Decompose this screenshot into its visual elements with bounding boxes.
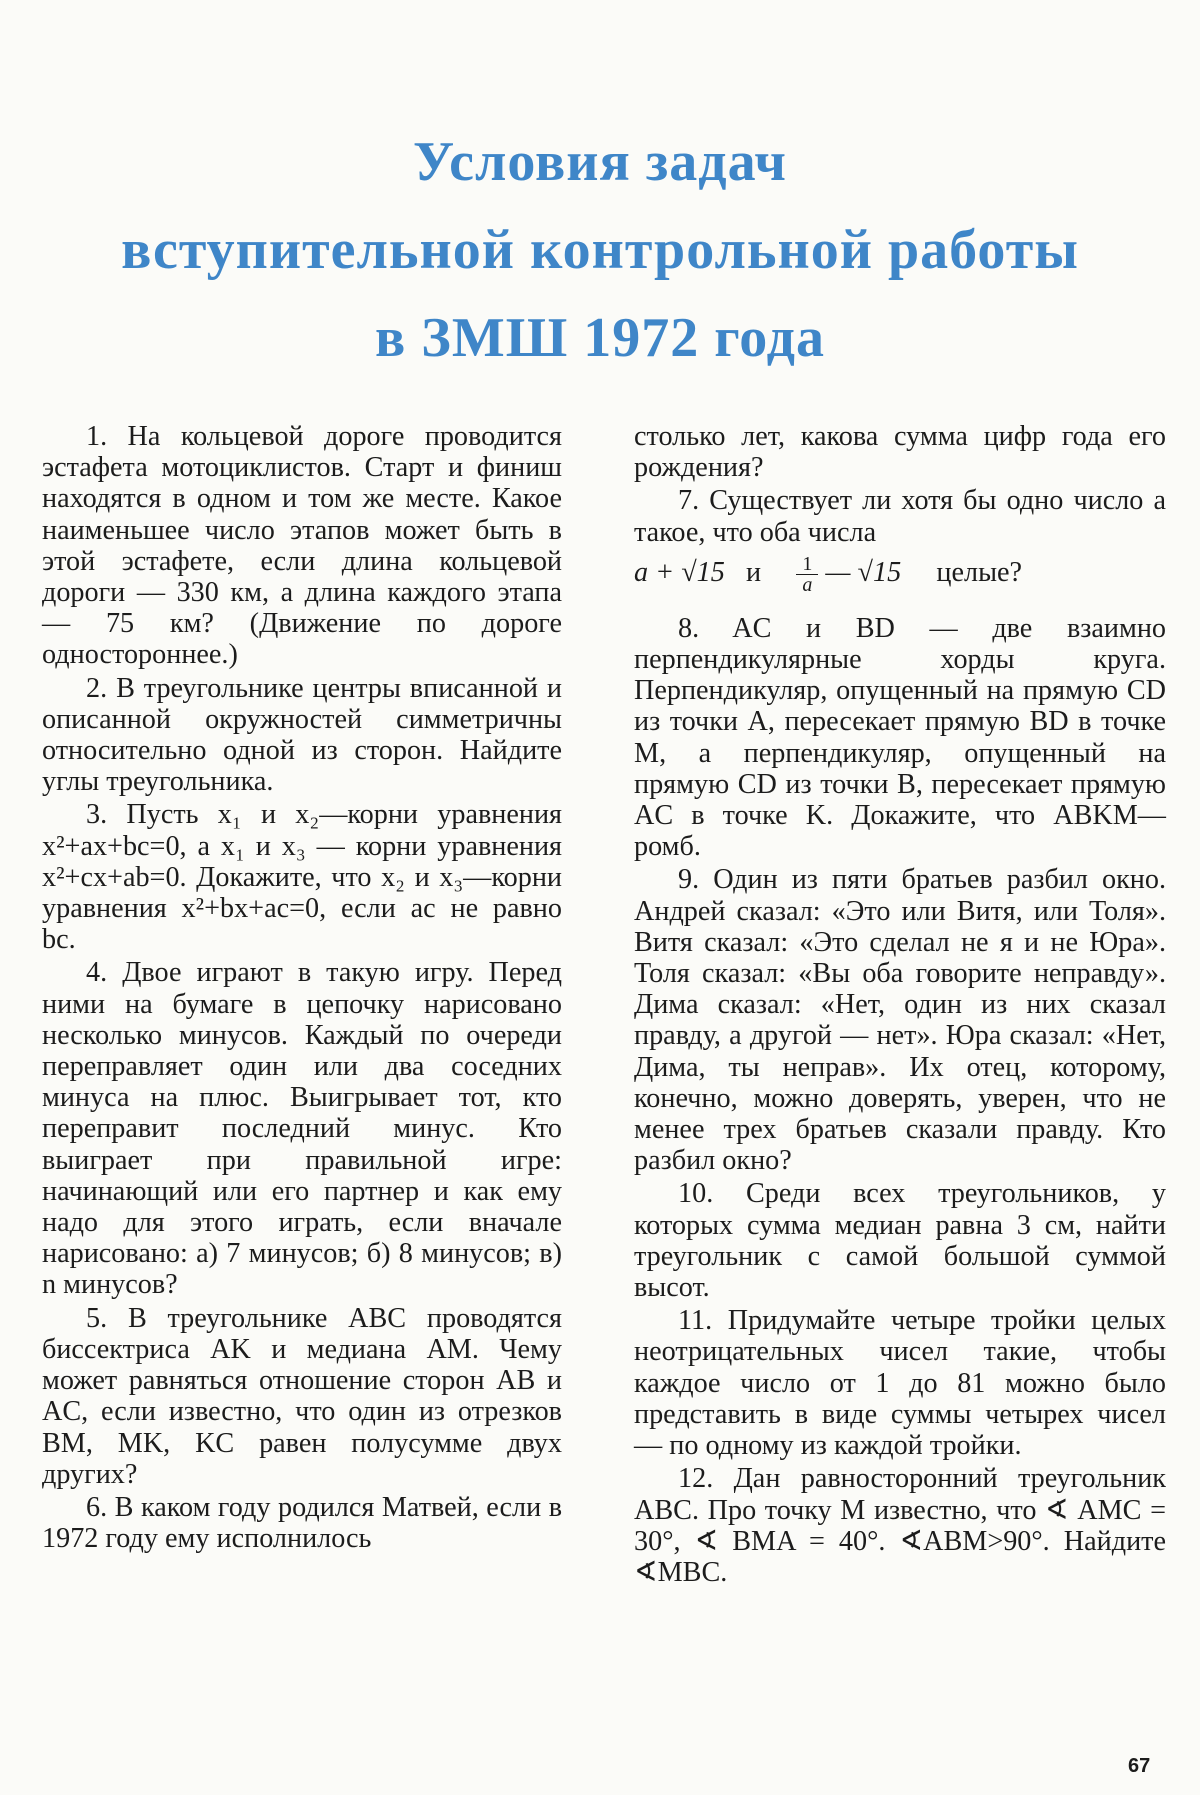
problem-text: Придумайте четыре тройки целых неотрицательных чисел такие, чтобы каждое число от 1 до 81 можно было представить в виде суммы четырех чисел — по одному из каждой тройки.	[634, 1305, 1167, 1462]
title-line-2: вступительной контрольной работы	[121, 219, 1079, 281]
problem-number: 5.	[86, 1302, 108, 1334]
fraction-one-over-a	[796, 554, 818, 595]
formula-minus-sqrt15: — √15	[825, 556, 902, 588]
problem-5	[42, 1303, 562, 1490]
page-number: 67	[1128, 1755, 1151, 1777]
problem-text: В треугольнике центры вписанной и описанной окружностей симметричны относительно одной из сторон. Найдите углы треугольника.	[42, 672, 562, 798]
problem-text: Один из пяти братьев разбил окно. Андрей сказал: «Это или Витя, или Толя». Витя сказал: «Это сделал не я и не Юра». Толя сказал: «Вы оба говорите неправду». Дима сказал: «Нет, один из них сказал правду, а другой — нет». Юра сказал: «Нет, Дима, ты неправ». Их отец, которому, конечно, можно доверять, уверен, что не менее трех братьев сказали правду. Кто разбил окно?	[634, 864, 1167, 1177]
problem-8	[634, 613, 1166, 863]
problem-4	[42, 957, 562, 1300]
problem-number: 3.	[86, 799, 108, 831]
problem-number: 2.	[86, 672, 108, 704]
problem-number: 8.	[678, 612, 700, 644]
problem-number: 9.	[678, 864, 700, 896]
problem-3	[42, 799, 562, 955]
problem-10	[634, 1178, 1166, 1303]
problem-text: Двое играют в такую игру. Перед ними на бумаге в цепочку нарисовано несколько минусов. Каждый по очереди переправляет один или два соседних минуса на плюс. Выигрывает тот, кто переправит последний минус. Кто выиграет при правильной игре: начинающий или его партнер и как ему надо для этого играть, если вначале нарисовано: а) 7 минусов; б) 8 минусов; в) n минусов?	[42, 957, 563, 1301]
problem-number: 6.	[86, 1491, 108, 1523]
problem-12	[634, 1463, 1166, 1588]
problem-text: На кольцевой дороге проводится эстафета мотоциклистов. Старт и финиш находятся в одном и том же месте. Какое наименьшее число этапов может быть в этой эстафете, если длина кольцевой дороги — 330 км, а длина каждого этапа — 75 км? (Движение по дороге одностороннее.)	[42, 421, 562, 671]
problem-number: 7.	[678, 485, 700, 517]
problem-11	[634, 1305, 1166, 1461]
problem-6	[42, 1492, 562, 1554]
formula-tail: целые?	[936, 556, 1023, 588]
fraction-denominator: a	[802, 573, 813, 596]
formula-a-plus-sqrt15: a + √15	[634, 556, 725, 588]
problem-number: 12.	[678, 1463, 714, 1495]
page-title	[0, 118, 1200, 382]
problem-7-formula	[634, 554, 1166, 595]
right-column	[634, 421, 1166, 1590]
problem-text: AC и BD — две взаимно перпендикулярные хорды круга. Перпендикуляр, опущенный на прямую CD из точки A, пересекает прямую BD в точке M, а перпендикуляр, опущенный на прямую CD из точки B, пересекает прямую AC в точке K. Докажите, что ABKM—ромб.	[634, 612, 1166, 863]
problem-number: 11.	[678, 1305, 713, 1337]
fraction-numerator: 1	[796, 554, 818, 575]
problem-7	[634, 485, 1166, 547]
problem-number: 10.	[678, 1178, 714, 1210]
problem-9	[634, 864, 1166, 1176]
problem-number: 1.	[86, 421, 108, 452]
problem-number: 4.	[86, 957, 108, 989]
problem-text: В каком году родился Матвей, если в 1972 году ему исполнилось	[42, 1491, 562, 1555]
problem-text: Среди всех треугольников, у которых сумма медиан равна 3 см, найти треугольник с самой большой суммой высот.	[634, 1178, 1166, 1304]
problem-text: Дан равносторонний треугольник ABC. Про точку M известно, что ∢ AMC = 30°, ∢ BMA = 40°. ∢ABM>90°. Найдите ∢MBC.	[634, 1463, 1166, 1588]
title-line-1: Условия задач	[413, 131, 787, 193]
problem-text: В треугольнике ABC проводятся биссектриса AK и медиана AM. Чему может равняться отношение сторон AB и AC, если известно, что один из отрезков BM, MK, KC равен полусумме двух других?	[42, 1302, 563, 1490]
formula-conjunction: и	[746, 556, 762, 588]
problem-2	[42, 673, 562, 798]
problem-text: Существует ли хотя бы одно число a такое, что оба числа	[634, 485, 1167, 548]
left-column	[42, 421, 562, 1556]
title-line-3: в ЗМШ 1972 года	[375, 307, 825, 369]
problem-text: Пусть x₁ и x₂—корни уравнения x²+ax+bc=0, а x₁ и x₃ — корни уравнения x²+cx+ab=0. Докажите, что x₂ и x₃—корни уравнения x²+bx+ac=0, если ac не равно bc.	[42, 799, 562, 956]
problem-6-continuation: столько лет, какова сумма цифр года его рождения?	[634, 421, 1166, 484]
problem-1	[42, 421, 562, 671]
